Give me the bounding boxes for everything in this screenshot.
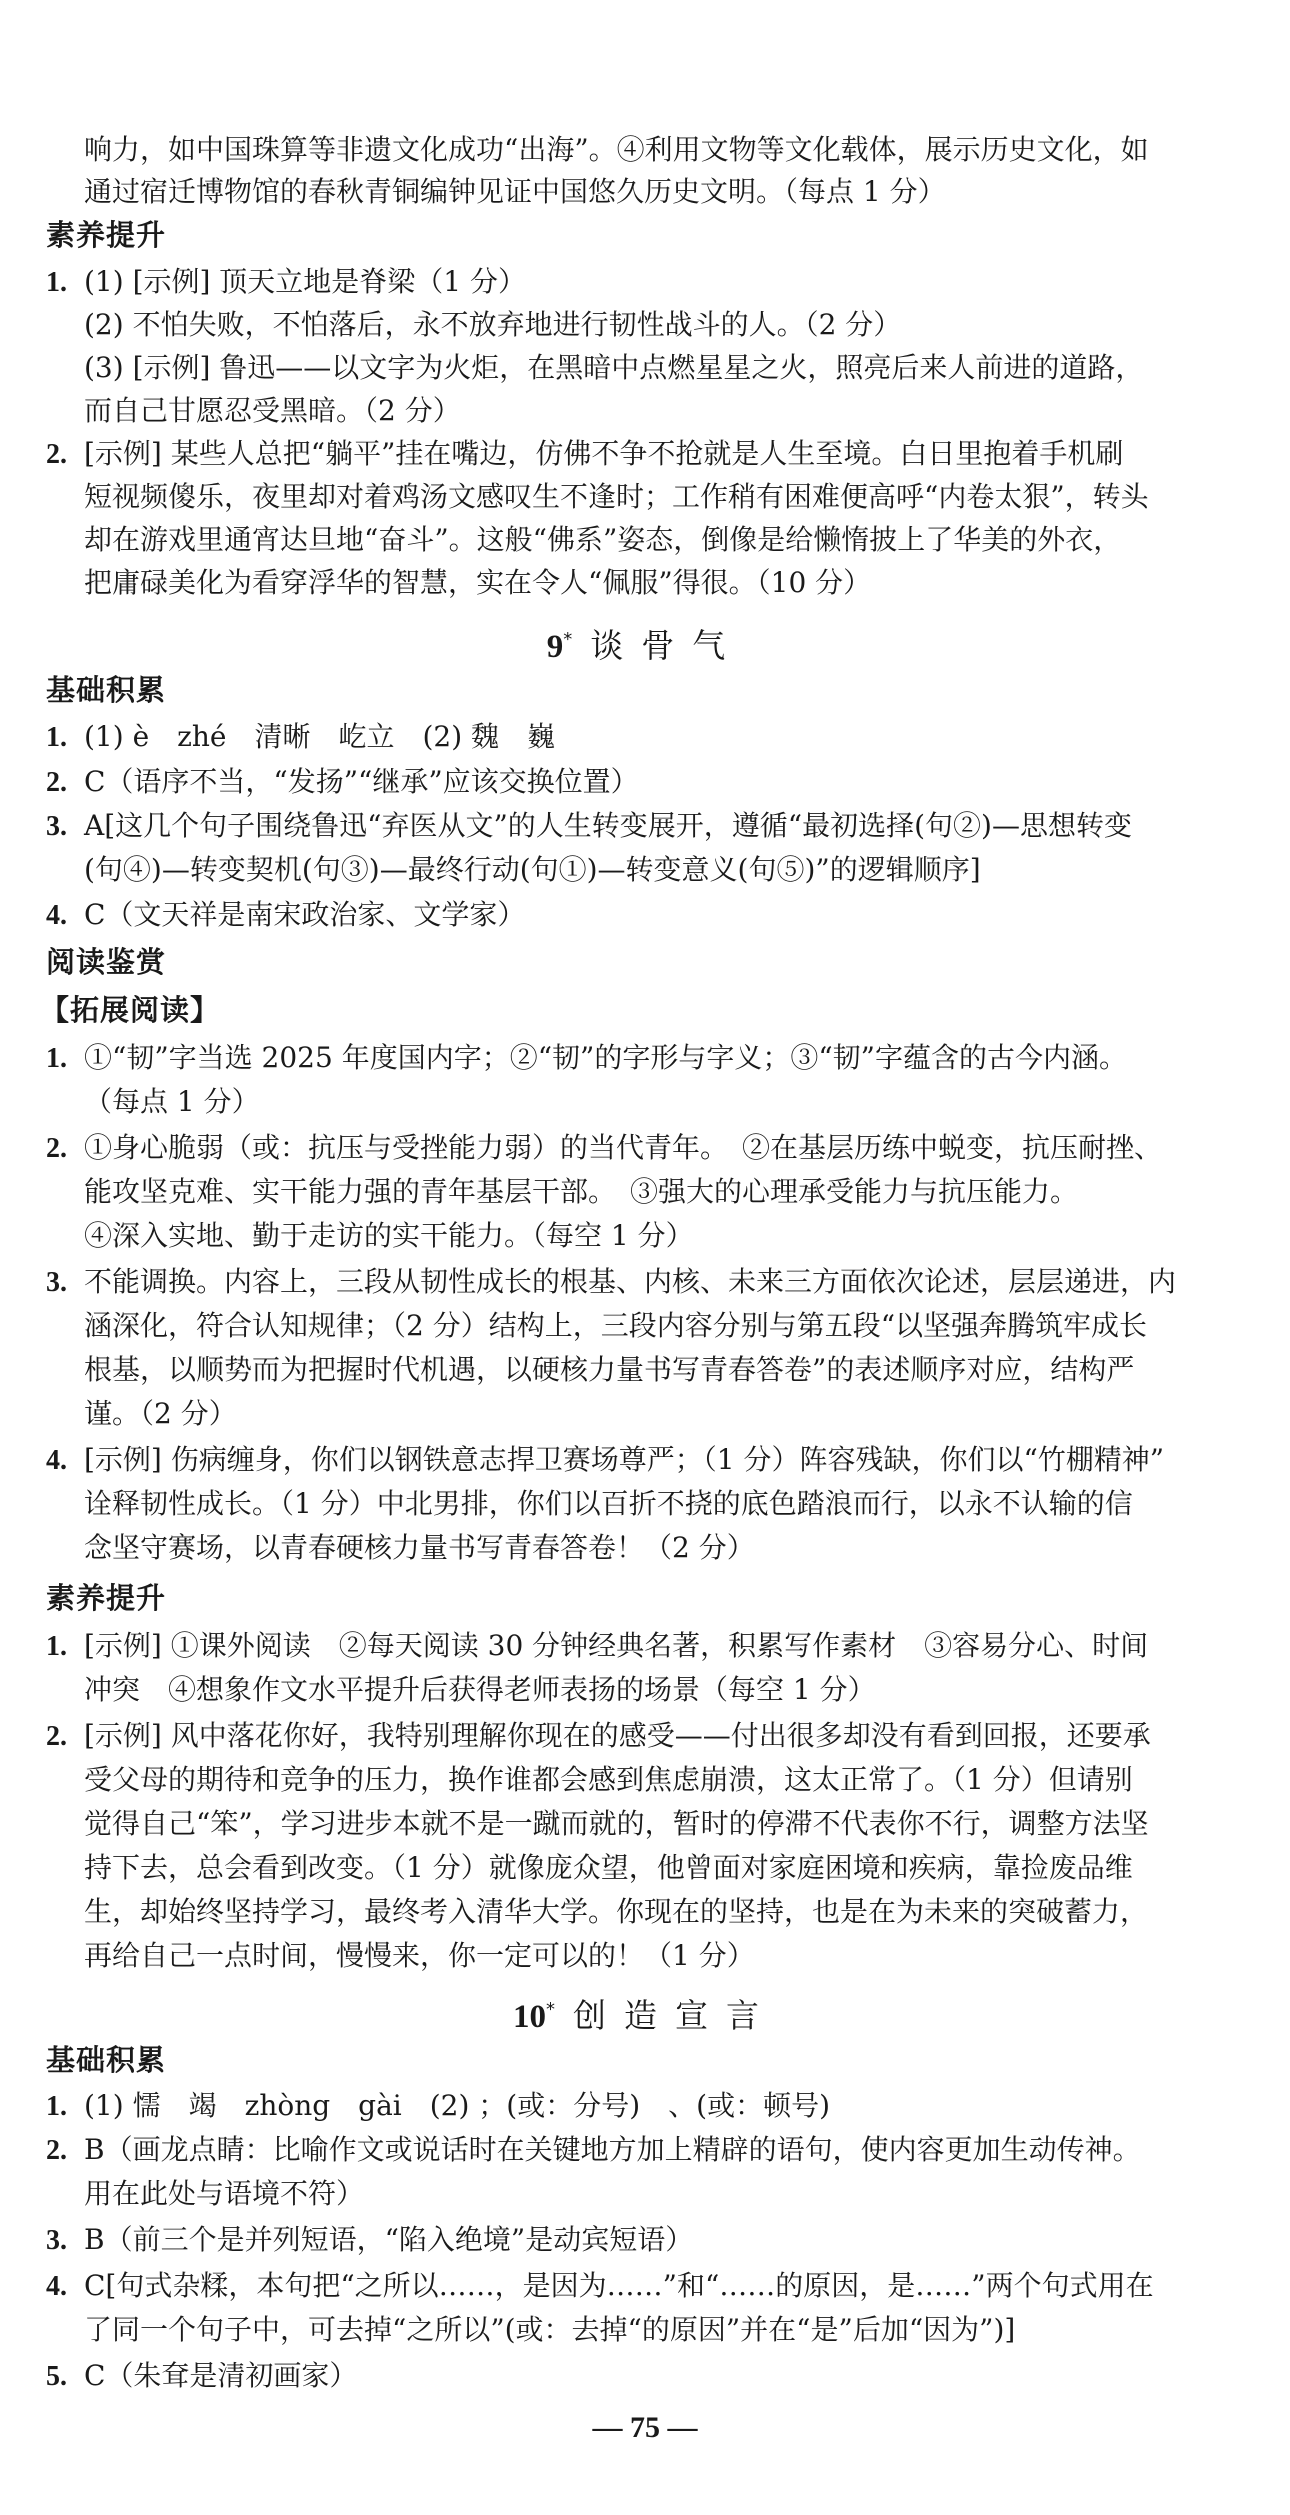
question-1 bbox=[46, 1626, 1148, 1667]
section-heading: 素养提升 bbox=[46, 1581, 167, 1615]
question-number: 5. bbox=[46, 2361, 67, 2392]
question-3 bbox=[46, 1262, 1176, 1303]
text-line: 却在游戏里通宵达旦地“奋斗”。这般“佛系”姿态，倒像是给懒惰披上了华美的外衣， bbox=[84, 523, 1122, 556]
question-1 bbox=[46, 717, 555, 758]
question-number: 1. bbox=[46, 1631, 67, 1662]
text-line: 短视频傻乐，夜里却对着鸡汤文感叹生不逢时；工作稍有困难便高呼“内卷太狠”，转头 bbox=[84, 480, 1149, 513]
question-number: 1. bbox=[46, 267, 67, 298]
answer-text: (1) [示例] 顶天立地是脊梁（1 分） bbox=[84, 265, 527, 298]
question-number: 2. bbox=[46, 439, 67, 470]
lesson-number: 9 bbox=[546, 629, 564, 665]
text-line: 持下去，总会看到改变。（1 分）就像庞众望，他曾面对家庭困境和疾病，靠捡废品维 bbox=[84, 1851, 1133, 1884]
text-line: 根基，以顺势而为把握时代机遇，以硬核力量书写青春答卷”的表述顺序对应，结构严 bbox=[84, 1353, 1135, 1386]
answer-text: (1) 懦 竭 zhòng gài (2) ；(或：分号) 、(或：顿号) bbox=[84, 2089, 830, 2122]
text-line: ④深入实地、勤于走访的实干能力。（每空 1 分） bbox=[84, 1219, 694, 1252]
question-3 bbox=[46, 2220, 693, 2261]
question-4 bbox=[46, 2266, 1154, 2307]
question-number: 2. bbox=[46, 1721, 67, 1752]
question-2 bbox=[46, 2130, 1141, 2171]
question-5 bbox=[46, 2356, 357, 2397]
text-line: (2) 不怕失败，不怕落后，永不放弃地进行韧性战斗的人。（2 分） bbox=[84, 308, 902, 341]
section-heading: 基础积累 bbox=[46, 2043, 167, 2077]
answer-text: B（画龙点睛：比喻作文或说话时在关键地方加上精辟的语句，使内容更加生动传神。 bbox=[84, 2133, 1141, 2166]
question-number: 3. bbox=[46, 2225, 67, 2256]
question-2 bbox=[46, 762, 639, 803]
answer-text: [示例] 伤病缠身，你们以钢铁意志捍卫赛场尊严；（1 分）阵容残缺，你们以“竹棚精神” bbox=[84, 1443, 1165, 1476]
text-line: 能攻坚克难、实干能力强的青年基层干部。 ③强大的心理承受能力与抗压能力。 bbox=[84, 1175, 1079, 1208]
text-line: 用在此处与语境不符） bbox=[84, 2177, 365, 2210]
question-1 bbox=[46, 2086, 830, 2127]
lesson-name: 创造宣言 bbox=[573, 1996, 777, 2035]
answer-text: ①“韧”字当选 2025 年度国内字；②“韧”的字形与字义；③“韧”字蕴含的古今内涵。 bbox=[84, 1041, 1127, 1074]
text-line: 冲突 ④想象作文水平提升后获得老师表扬的场景（每空 1 分） bbox=[84, 1673, 876, 1706]
answer-text: C[句式杂糅，本句把“之所以……，是因为……”和“……的原因，是……”两个句式用在 bbox=[84, 2269, 1154, 2302]
text-line: 涵深化，符合认知规律；（2 分）结构上，三段内容分别与第五段“以坚强奔腾筑牢成长 bbox=[84, 1309, 1148, 1342]
section-heading: 阅读鉴赏 bbox=[46, 945, 167, 979]
lesson-title bbox=[0, 1988, 1290, 2039]
answer-text: A[这几个句子围绕鲁迅“弃医从文”的人生转变展开，遵循“最初选择(句②)—思想转变 bbox=[84, 809, 1132, 842]
section-heading: 素养提升 bbox=[46, 218, 167, 252]
text-line: 通过宿迁博物馆的春秋青铜编钟见证中国悠久历史文明。（每点 1 分） bbox=[84, 175, 946, 208]
text-line: 响力，如中国珠算等非遗文化成功“出海”。④利用文物等文化载体，展示历史文化，如 bbox=[84, 133, 1149, 166]
question-2 bbox=[46, 434, 1123, 475]
text-line: 念坚守赛场，以青春硬核力量书写青春答卷！（2 分） bbox=[84, 1531, 755, 1564]
text-line: 诠释韧性成长。（1 分）中北男排，你们以百折不挠的底色踏浪而行，以永不认输的信 bbox=[84, 1487, 1133, 1520]
answer-text: [示例] 风中落花你好，我特别理解你现在的感受——付出很多却没有看到回报，还要承 bbox=[84, 1719, 1151, 1752]
text-line: 再给自己一点时间，慢慢来，你一定可以的！（1 分） bbox=[84, 1939, 755, 1972]
lesson-name: 谈骨气 bbox=[590, 626, 744, 665]
question-number: 1. bbox=[46, 2091, 67, 2122]
page-number: — 75 — bbox=[592, 2411, 698, 2444]
question-number: 4. bbox=[46, 900, 67, 931]
answer-text: C（文天祥是南宋政治家、文学家） bbox=[84, 898, 526, 931]
question-number: 4. bbox=[46, 1445, 67, 1476]
question-4 bbox=[46, 895, 525, 936]
lesson-star: * bbox=[563, 629, 573, 650]
text-line: 谨。（2 分） bbox=[84, 1397, 237, 1430]
text-line: 而自己甘愿忍受黑暗。（2 分） bbox=[84, 394, 461, 427]
text-line: （每点 1 分） bbox=[84, 1085, 260, 1118]
question-3 bbox=[46, 806, 1132, 847]
section-heading: 基础积累 bbox=[46, 673, 167, 707]
text-line: 受父母的期待和竞争的压力，换作谁都会感到焦虑崩溃，这太正常了。（1 分）但请别 bbox=[84, 1763, 1133, 1796]
answer-text: (1) è zhé 清晰 屹立 (2) 魏 巍 bbox=[84, 720, 556, 753]
answer-text: [示例] ①课外阅读 ②每天阅读 30 分钟经典名著，积累写作素材 ③容易分心、时间 bbox=[84, 1629, 1149, 1662]
answer-text: C（朱耷是清初画家） bbox=[84, 2359, 358, 2392]
text-line: 把庸碌美化为看穿浮华的智慧，实在令人“佩服”得很。（10 分） bbox=[84, 566, 872, 599]
question-number: 1. bbox=[46, 1043, 67, 1074]
answer-text: C（语序不当，“发扬”“继承”应该交换位置） bbox=[84, 765, 639, 798]
question-2 bbox=[46, 1128, 1162, 1169]
text-line: 了同一个句子中，可去掉“之所以”(或：去掉“的原因”并在“是”后加“因为”)] bbox=[84, 2313, 1016, 2346]
lesson-star: * bbox=[546, 1999, 555, 2020]
question-number: 2. bbox=[46, 2135, 67, 2166]
text-line: 生，却始终坚持学习，最终考入清华大学。你现在的坚持，也是在为未来的突破蓄力， bbox=[84, 1895, 1149, 1928]
question-1 bbox=[46, 262, 526, 303]
answer-text: 不能调换。内容上，三段从韧性成长的根基、内核、未来三方面依次论述，层层递进，内 bbox=[84, 1265, 1177, 1298]
text-line: (句④)—转变契机(句③)—最终行动(句①)—转变意义(句⑤)”的逻辑顺序] bbox=[84, 853, 981, 886]
answer-text: B（前三个是并列短语，“陷入绝境”是动宾短语） bbox=[84, 2223, 694, 2256]
question-2 bbox=[46, 1716, 1151, 1757]
question-number: 2. bbox=[46, 767, 67, 798]
answer-text: [示例] 某些人总把“躺平”挂在嘴边，仿佛不争不抢就是人生至境。白日里抱着手机刷 bbox=[84, 437, 1124, 470]
answer-text: ①身心脆弱（或：抗压与受挫能力弱）的当代青年。 ②在基层历练中蜕变，抗压耐挫、 bbox=[84, 1131, 1163, 1164]
lesson-number: 10 bbox=[513, 1999, 546, 2035]
text-line: 觉得自己“笨”，学习进步本就不是一蹴而就的，暂时的停滞不代表你不行，调整方法坚 bbox=[84, 1807, 1149, 1840]
question-number: 2. bbox=[46, 1133, 67, 1164]
question-number: 1. bbox=[46, 722, 67, 753]
section-heading: 【拓展阅读】 bbox=[40, 993, 221, 1027]
lesson-title bbox=[0, 618, 1290, 669]
question-1 bbox=[46, 1038, 1127, 1079]
question-number: 3. bbox=[46, 811, 67, 842]
question-number: 4. bbox=[46, 2271, 67, 2302]
question-number: 3. bbox=[46, 1267, 67, 1298]
text-line: (3) [示例] 鲁迅——以文字为火炬，在黑暗中点燃星星之火，照亮后来人前进的道路， bbox=[84, 351, 1144, 384]
question-4 bbox=[46, 1440, 1164, 1481]
